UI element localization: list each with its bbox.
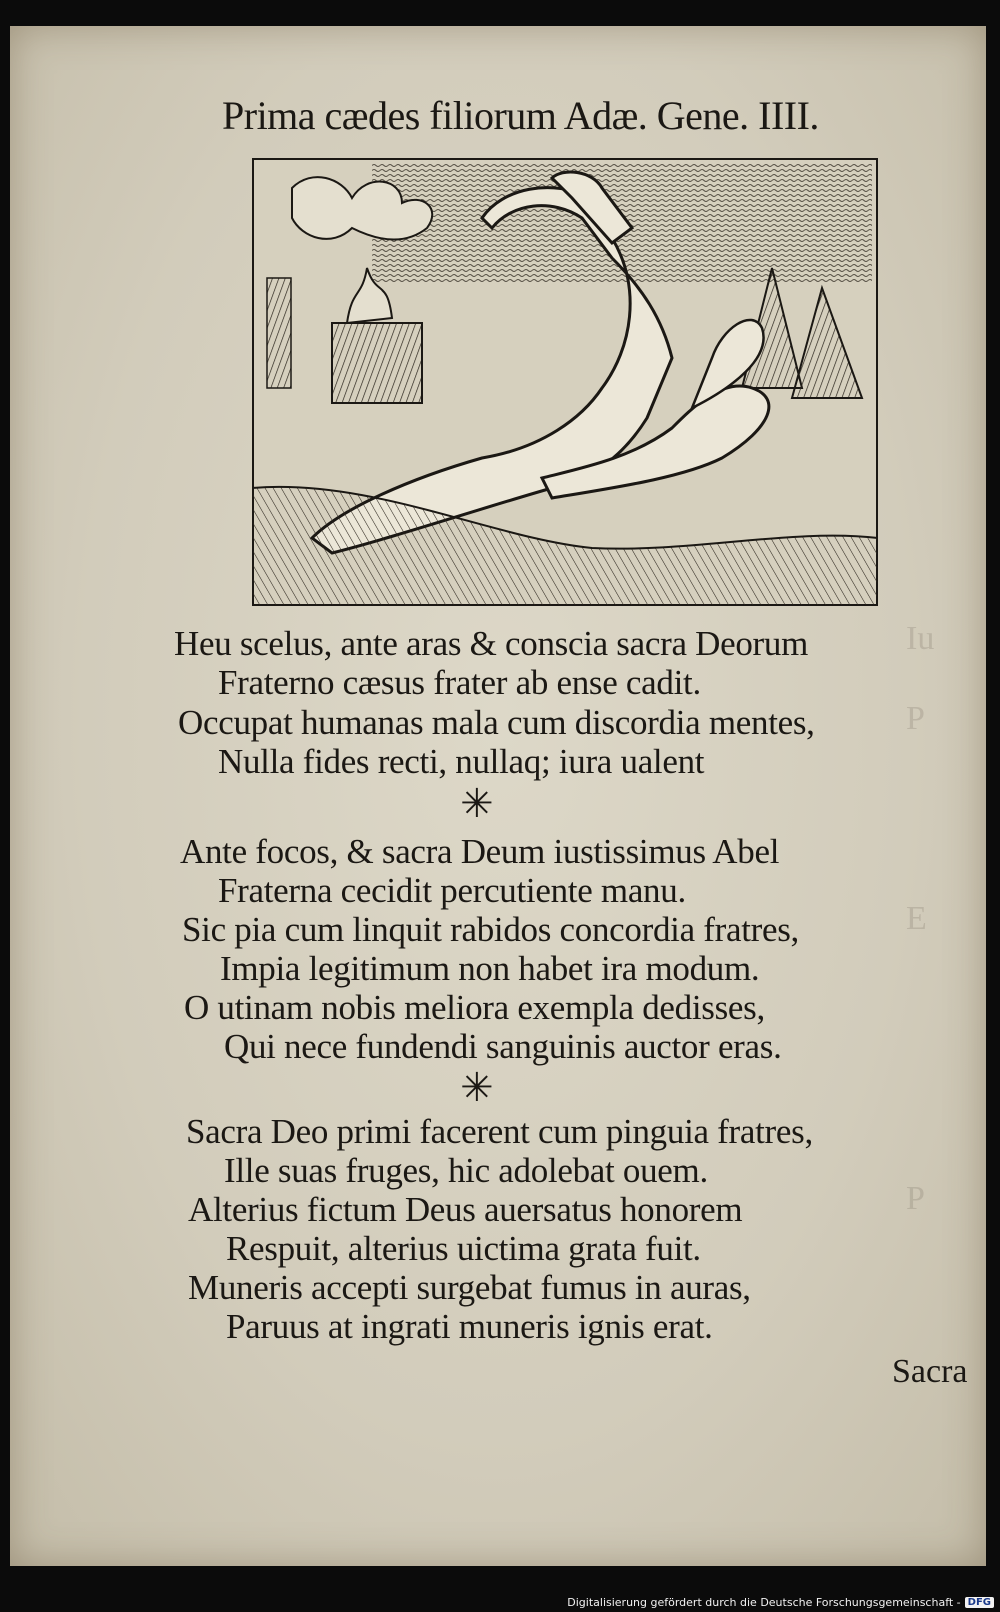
verse-line: Paruus at ingrati muneris ignis erat.: [226, 1307, 713, 1346]
verse-line: Respuit, alterius uictima grata fuit.: [226, 1229, 701, 1268]
verse-line: Ille suas fruges, hic adolebat ouem.: [224, 1151, 708, 1190]
verse-line: Muneris accepti surgebat fumus in auras,: [188, 1268, 751, 1307]
catchword: Sacra: [892, 1353, 968, 1390]
page-title: Prima cædes filiorum Adæ. Gene. IIII.: [222, 93, 819, 138]
woodcut-illustration: [252, 158, 878, 606]
verse-line: Fraterna cecidit percutiente manu.: [218, 871, 686, 910]
verse-line: Occupat humanas mala cum discordia mentes,: [178, 703, 815, 742]
section-separator-asterisk: ✳: [460, 1065, 494, 1111]
verse-line: Sic pia cum linquit rabidos concordia fratres,: [182, 910, 799, 949]
dfg-logo-icon: DFG: [965, 1597, 994, 1608]
verse-line: Qui nece fundendi sanguinis auctor eras.: [224, 1027, 782, 1066]
digitization-credit: [567, 1596, 994, 1609]
show-through-text: P: [906, 1180, 925, 1217]
show-through-text: E: [906, 900, 927, 937]
verse-line: Heu scelus, ante aras & conscia sacra Deorum: [174, 624, 809, 663]
credit-text: Digitalisierung gefördert durch die Deutsche Forschungsgemeinschaft -: [567, 1596, 961, 1609]
verse-line: O utinam nobis meliora exempla dedisses,: [184, 988, 765, 1027]
show-through-text: Iu: [906, 620, 935, 657]
section-separator-asterisk: ✳: [460, 781, 494, 827]
verse-line: Nulla fides recti, nullaq; iura ualent: [218, 742, 705, 781]
verse-line: Alterius fictum Deus auersatus honorem: [188, 1190, 743, 1229]
verse-line: Sacra Deo primi facerent cum pinguia fratres,: [186, 1112, 813, 1151]
verse-line: Ante focos, & sacra Deum iustissimus Abel: [180, 832, 780, 871]
verse-line: Impia legitimum non habet ira modum.: [220, 949, 760, 988]
show-through-text: P: [906, 700, 925, 737]
verse-line: Fraterno cæsus frater ab ense cadit.: [218, 663, 701, 702]
